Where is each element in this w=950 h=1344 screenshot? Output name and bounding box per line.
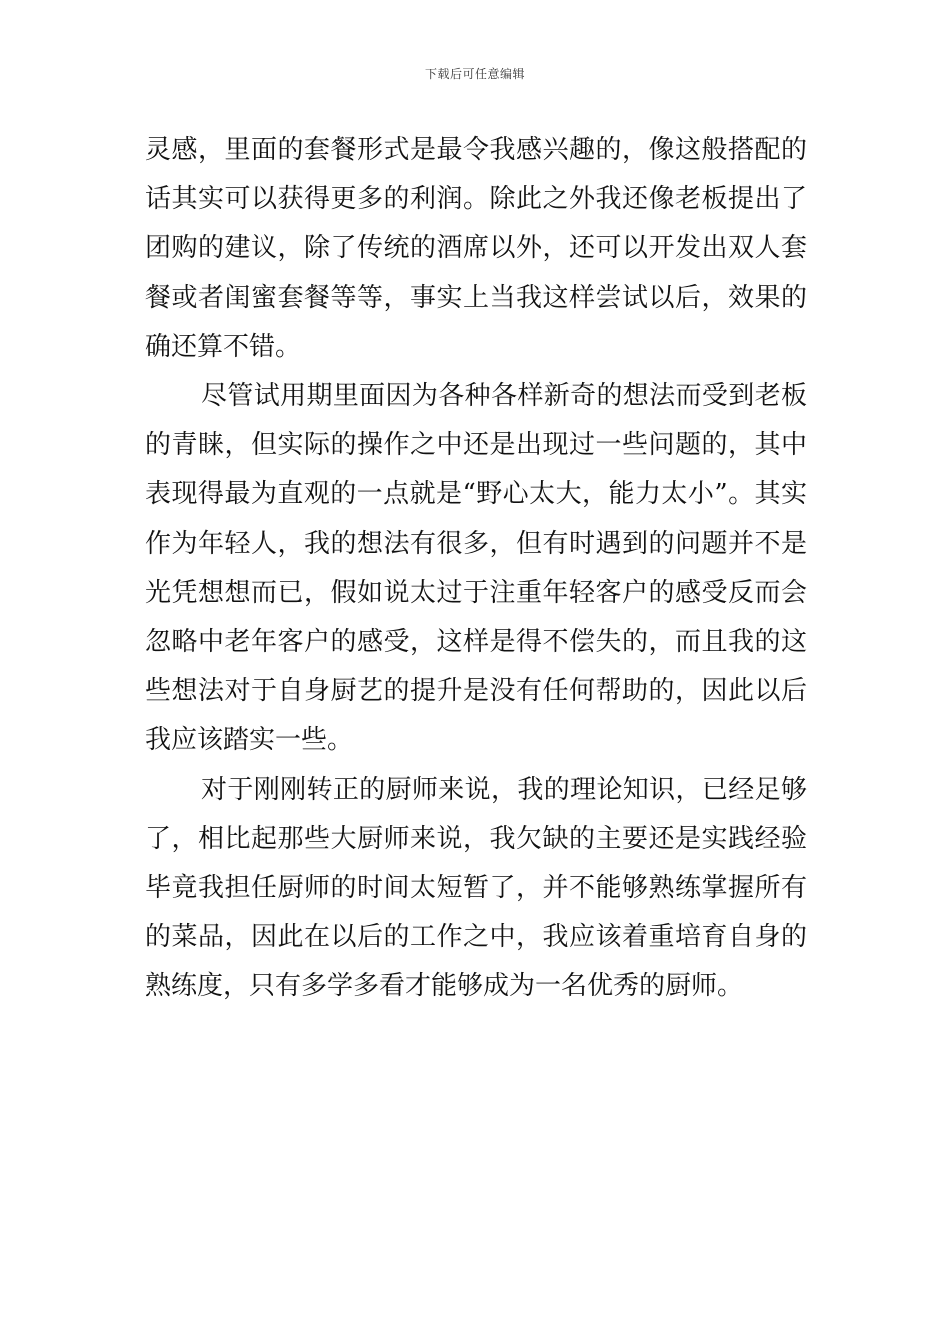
paragraph: 对于刚刚转正的厨师来说，我的理论知识，已经足够了，相比起那些大厨师来说，我欠缺的主要还是实践经验毕竟我担任厨师的时间太短暂了，并不能够熟练掌握所有的菜品，因此在以后的工作之中，我应该着重培育自身的熟练度，只有多学多看才能够成为一名优秀的厨师。 xyxy=(145,774,807,1002)
document-body xyxy=(145,126,807,1012)
paragraph-continued: 灵感，里面的套餐形式是最令我感兴趣的，像这般搭配的话其实可以获得更多的利润。除此之外我还像老板提出了团购的建议，除了传统的酒席以外，还可以开发出双人套餐或者闺蜜套餐等等，事实上当我这样尝试以后，效果的确还算不错。 xyxy=(145,135,807,362)
page-header: 下载后可任意编辑 xyxy=(424,67,525,81)
paragraph: 尽管试用期里面因为各种各样新奇的想法而受到老板的青睐，但实际的操作之中还是出现过一些问题的，其中表现得最为直观的一点就是“野心太大，能力太小”。其实作为年轻人，我的想法有很多，但有时遇到的问题并不是光凭想想而已，假如说太过于注重年轻客户的感受反而会忽略中老年客户的感受，这样是得不偿失的，而且我的这些想法对于自身厨艺的提升是没有任何帮助的，因此以后我应该踏实一些。 xyxy=(145,381,807,756)
